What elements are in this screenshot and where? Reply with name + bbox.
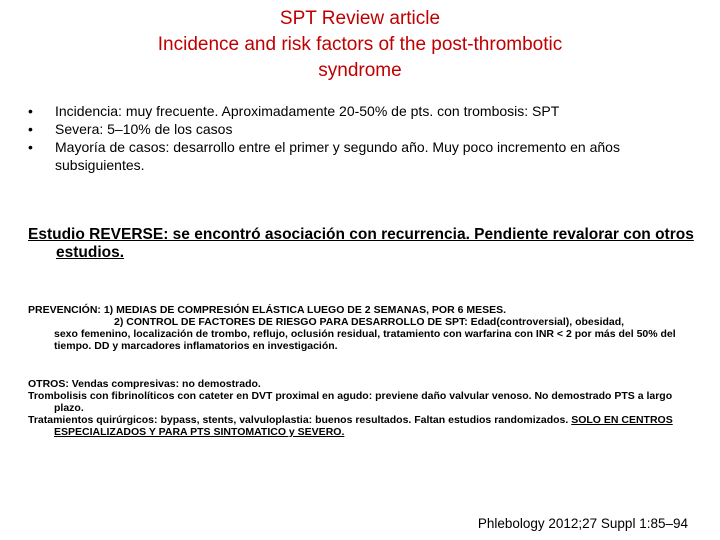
- citation: Phlebology 2012;27 Suppl 1:85–94: [477, 516, 688, 531]
- prevencion-line-2-rest: sexo femenino, localización de trombo, reflujo, oclusión residual, tratamiento con warfarina con INR < 2 por más del 50% del tiempo. DD y marcadores inflamatorios en investigación.: [54, 328, 676, 352]
- prevencion-line-2: [28, 316, 698, 352]
- bullet-list: [28, 102, 688, 174]
- title-line-2: Incidence and risk factors of the post-thrombotic: [157, 34, 563, 55]
- bullet-mark: •: [28, 103, 33, 119]
- title-line-1: SPT Review article: [279, 8, 441, 29]
- slide-title: [0, 6, 720, 84]
- prevencion-section: [28, 304, 698, 352]
- bullet-mark: •: [28, 121, 33, 137]
- bullet-item: [28, 120, 688, 138]
- prevencion-line-2-first: 2) CONTROL DE FACTORES DE RIESGO PARA DESARROLLO DE SPT: Edad(controversial), obesidad,: [114, 316, 625, 328]
- bullet-text: Incidencia: muy frecuente. Aproximadamente 20-50% de pts. con trombosis: SPT: [55, 103, 560, 119]
- bullet-item: [28, 102, 688, 120]
- reverse-study-note: Estudio REVERSE: se encontró asociación con recurrencia. Pendiente revalorar con otros estudios.: [28, 226, 694, 261]
- prevencion-line-1: PREVENCIÓN: 1) MEDIAS DE COMPRESIÓN ELÁSTICA LUEGO DE 2 SEMANAS, POR 6 MESES.: [28, 304, 507, 316]
- bullet-text: Severa: 5–10% de los casos: [55, 121, 233, 137]
- otros-line-1: OTROS: Vendas compresivas: no demostrado.: [28, 378, 261, 390]
- bullet-item: [28, 138, 688, 174]
- otros-section: [28, 378, 698, 438]
- otros-line-3-main: Tratamientos quirúrgicos: bypass, stents, valvuloplastia: buenos resultados. Faltan estudios randomizados.: [28, 414, 572, 426]
- otros-line-2: Trombolisis con fibrinolíticos con cateter en DVT proximal en agudo: previene daño valvular venoso. No demostrado PTS a largo plazo.: [28, 390, 673, 414]
- bullet-text: Mayoría de casos: desarrollo entre el primer y segundo año. Muy poco incremento en años subsiguientes.: [55, 139, 620, 173]
- title-line-3: syndrome: [318, 60, 402, 81]
- otros-line-3-underlined: SOLO EN CENTROS ESPECIALIZADOS Y PARA PTS SINTOMATICO y SEVERO.: [54, 414, 673, 438]
- bullet-mark: •: [28, 139, 33, 155]
- otros-line-3: [28, 414, 698, 438]
